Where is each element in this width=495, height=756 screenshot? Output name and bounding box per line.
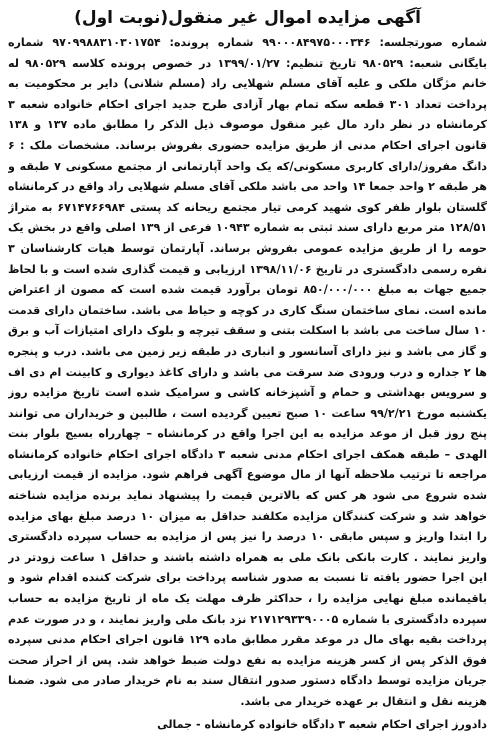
notice-body: شماره صورتجلسه: ۹۹۰۰۰۸۴۹۷۵۰۰۰۳۴۶ شماره پرونده: ۹۷۰۹۹۸۸۳۱۰۳۰۱۷۵۴ شماره بایگانی شعبه: ۹۸۰۵۲۹ تاریخ تنظیم: ۱۳۹۹/۰۱/۲۷ در خصوص پرونده کلاسه ۹۸۰۵۲۹ له خانم مژگان ملکی و علیه آقای مسلم شهلایی راد (مسلم شلانی) دایر بر محکومیت به پرداخت تعداد ۳۰۱ قطعه سکه تمام بهار آزادی طرح جدید اجرای احکام خانواده شعبه ۳ کرمانشاه در نظر دارد مال غیر منقول موصوف ذیل الذکر را مطابق ماده ۱۳۷ و ۱۳۸ قانون اجرای احکام مدنی از طریق مزایده حضوری بفروش برساند. مشخصات ملک : ۶ دانگ مفروز/دارای کاربری مسکونی/که یک واحد آپارتمانی از مجتمع مسکونی ۷ طبقه و هر طبقه ۲ واحد جمعا ۱۴ واحد می باشد ملکی آقای مسلم شهلایی راد واقع در کرمانشاه گلستان بلوار ظفر کوی شهید کرمی تیار مجتمع ریحانه کد پستی ۶۷۱۴۷۶۶۹۸۴ به متراژ ۱۲۸/۵۱ متر مربع دارای سند ثبتی به شماره ۱۰۹۴۳ فرعی از ۱۳۹ اصلی واقع در بخش یک حومه را از طریق مزایده عمومی بفروش برساند. آپارتمان توسط هیات کارشناسان ۳ نفره رسمی دادگستری در تاریخ ۱۳۹۸/۱۱/۰۶ ارزیابی و قیمت گذاری شده است و با لحاظ جمیع جهات به مبلغ ۸۵۰/۰۰۰/۰۰۰ تومان برآورد قیمت شده است که مصون از اعتراض مانده است. نمای ساختمان سنگ کاری در کوچه و حیاط می باشد. ساختمان دارای قدمت ۱۰ سال ساخت می باشد با اسکلت بتنی و سقف تیرچه و بلوک دارای امتیازات آب و برق و گاز می باشد و نیز دارای آسانسور و انباری در طبقه زیر زمین می باشد. درب و پنجره ها ۲ جداره و درب ورودی ضد سرقت می باشد و دارای کاغذ دیواری و کابینت ام دی اف و سرویس بهداشتی و حمام و آشپزخانه کاشی و سرامیک شده است تاریخ مزایده روز یکشنبه مورخ ۹۹/۲/۲۱ ساعت ۱۰ صبح تعیین گردیده است ، طالبین و خریداران می توانند پنج روز قبل از موعد مزایده به این اجرا واقع در کرمانشاه – چهارراه بسیج بلوار بنت الهدی – طبقه همکف اجرای احکام مدنی شعبه ۳ دادگاه اجرای احکام خانواده کرمانشاه مراجعه تا ترتیب ملاحظه آنها از مال موضوع آگهی فراهم شود. مزایده از قیمت ارزیابی شده شروع می شود هر کس که بالاترین قیمت را پیشنهاد نماید برنده مزایده شناخته خواهد شد و شرکت کنندگان مزایده مکلفند حداقل به میزان ۱۰ درصد مبلغ بهای مزایده را ابتدا واریز و سپس مابقی ۱۰ درصد را نیز پس از مزایده به حساب سپرده دادگستری واریز نمایند . کارت بانکی بانک ملی به همراه داشته باشند و حداقل ۱ ساعت زودتر در این اجرا حضور یافته تا نسبت به صدور شناسه پرداخت برای شرکت کننده اقدام شود و باقیمانده مبلغ نهایی مزایده را ، حداکثر ظرف مهلت یک ماه از تاریخ مزایده به حساب سپرده دادگستری با شماره ۲۱۷۱۲۹۳۳۹۰۰۰۵ نزد بانک ملی واریز نمایند ، و در صورت عدم پرداخت بقیه بهای مال در موعد مقرر مطابق ماده ۱۲۹ قانون اجرای احکام مدنی سپرده فوق الذکر پس از کسر هزینه مزایده به نفع دولت ضبط خواهد شد. پس از احراز صحت جریان مزایده توسط دادگاه دستور صدور انتقال سند به نام خریدار صادر می شود. ضمنا هزینه نقل و انتقال بر عهده خریدار می باشد. bbox=[8, 36, 487, 708]
notice-title: آگهی مزایده اموال غیر منقول(نوبت اول) bbox=[74, 8, 421, 28]
auction-notice bbox=[8, 6, 487, 749]
notice-signature: دادورز اجرای احکام شعبه ۳ دادگاه خانواده کرمانشاه - جمالی bbox=[157, 717, 487, 731]
